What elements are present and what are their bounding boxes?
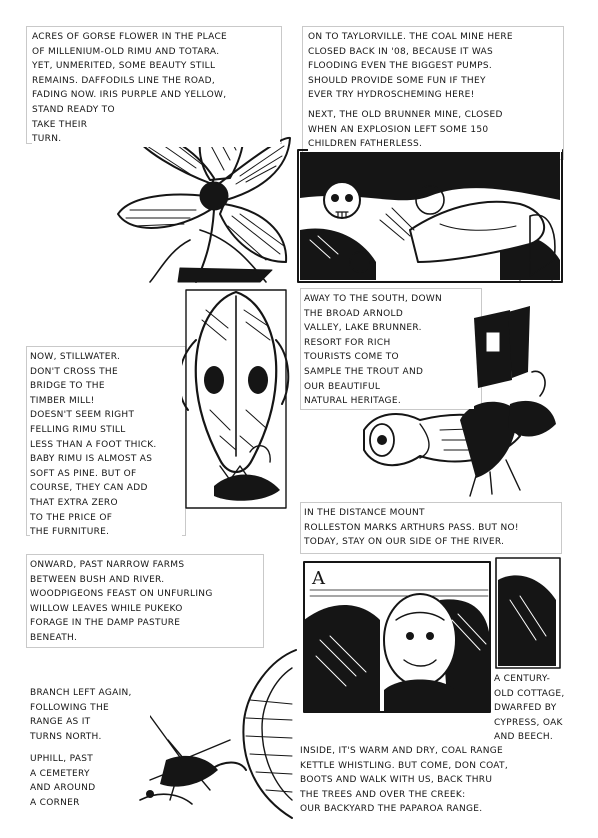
caption-brunner: NEXT, THE OLD BRUNNER MINE, CLOSED WHEN AN EXPLOSION LEFT SOME 150 CHILDREN FATHERLESS. xyxy=(308,108,562,152)
caption-uphill: UPHILL, PAST A CEMETERY AND AROUND A CORNER xyxy=(30,752,130,810)
caption-gorse: ACRES OF GORSE FLOWER IN THE PLACE OF MILLENIUM-OLD RIMU AND TOTARA. YET, UNMERITED, SOME BEAUTY STILL REMAINS. DAFFODILS LINE THE ROAD, FADING NOW. IRIS PURPLE AND YELLOW, STAND READY TO TAKE THEIR TURN. xyxy=(32,30,280,147)
mine-scene-panel xyxy=(298,150,562,282)
caption-taylorville: ON TO TAYLORVILLE. THE COAL MINE HERE CLOSED BACK IN '08, BECAUSE IT WAS FLOODING EVEN THE BIGGEST PUMPS. SHOULD PROVIDE SOME FUN IF THEY EVER TRY HYDROSCHEMING HERE! xyxy=(308,30,562,103)
caption-lake-brunner: AWAY TO THE SOUTH, DOWN THE BROAD ARNOLD VALLEY, LAKE BRUNNER. RESORT FOR RICH TOURISTS COME TO SAMPLE THE TROUT AND OUR BEAUTIFUL NATURAL HERITAGE. xyxy=(304,292,474,409)
ammonite-illustration xyxy=(243,650,296,818)
caption-branch-left: BRANCH LEFT AGAIN, FOLLOWING THE RANGE AS IT TURNS NORTH. xyxy=(30,686,150,744)
caption-stillwater: NOW, STILLWATER. DON'T CROSS THE BRIDGE TO THE TIMBER MILL! DOESN'T SEEM RIGHT FELLING RIMU STILL LESS THAN A FOOT THICK. BABY RIMU IS ALMOST AS SOFT AS PINE. BUT OF COURSE, THEY CAN ADD THAT EXTRA ZERO TO THE PRICE OF THE FURNITURE. xyxy=(30,350,182,540)
animal-skull-illustration xyxy=(179,290,288,508)
caption-inside: INSIDE, IT'S WARM AND DRY, COAL RANGE KETTLE WHISTLING. BUT COME, DON COAT, BOOTS AND WALK WITH US, BACK THRU THE TREES AND OVER THE CREEK: OUR BACKYARD THE PAPAROA RANGE. xyxy=(300,744,562,817)
roadside-sketch xyxy=(140,716,246,804)
caption-cottage: A CENTURY- OLD COTTAGE, DWARFED BY CYPRESS, OAK AND BEECH. xyxy=(494,672,566,745)
caption-rolleston: IN THE DISTANCE MOUNT ROLLESTON MARKS ARTHURS PASS. BUT NO! TODAY, STAY ON OUR SIDE OF THE RIVER. xyxy=(304,506,560,550)
caption-narrow-farms: ONWARD, PAST NARROW FARMS BETWEEN BUSH AND RIVER. WOODPIGEONS FEAST ON UNFURLING WILLOW LEAVES WHILE PUKEKO FORAGE IN THE DAMP PASTURE BENEATH. xyxy=(30,558,262,646)
card-corner-letter: A xyxy=(312,568,325,589)
